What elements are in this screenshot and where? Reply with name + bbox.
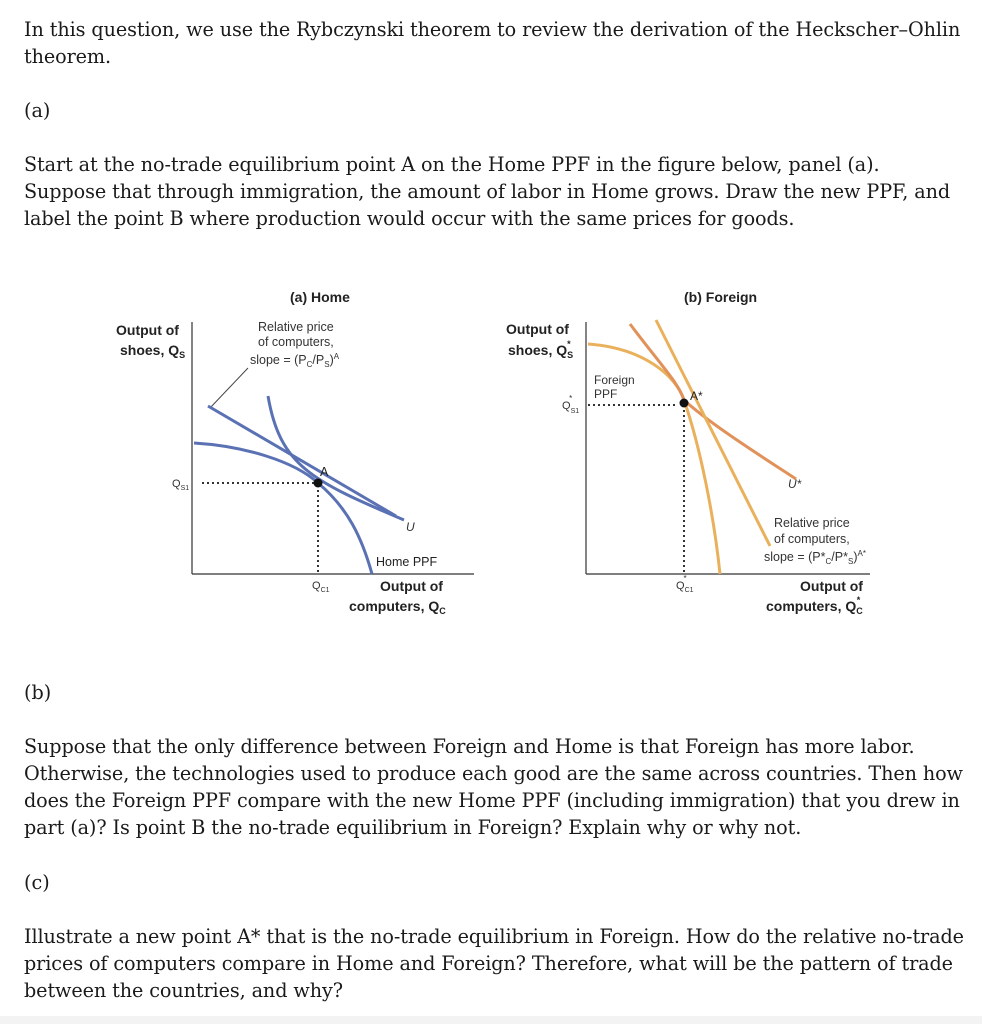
foreign-xlabel-line1: Output of [800, 578, 863, 594]
home-point-a-label: A [320, 465, 329, 479]
home-ppf-curve [194, 443, 372, 574]
home-price-label-line2: of computers, [258, 335, 334, 349]
home-xlabel-line1: Output of [380, 578, 443, 594]
foreign-price-label-line1: Relative price [774, 516, 850, 530]
home-price-leader [210, 368, 248, 408]
intro-text: In this question, we use the Rybczynski theorem to review the derivation of the Heckscher–Ohlin theorem. [24, 18, 961, 68]
foreign-panel [506, 289, 870, 616]
foreign-ylabel-line2: shoes, $Q_S*$ [508, 339, 574, 360]
part-a-label: (a) [24, 99, 51, 122]
ppf-figure [104, 276, 884, 626]
foreign-price-line [656, 320, 770, 546]
part-b-label: (b) [24, 681, 52, 704]
foreign-xlabel-line2: computers, $Q_C*$ [766, 595, 863, 616]
part-b-question: Suppose that the only difference between Foreign and Home is that Foreign has more labor. Otherwise, the technologies used to produce each good are the same across countries. Then how does the Foreign PPF compare with the new Home PPF (including immigration) that you drew in part (a)? Is point B the no-trade equilibrium in Foreign? Explain why or why not. [24, 735, 963, 839]
home-qc-label: $Q_{C1}$ [312, 580, 330, 594]
foreign-ylabel-line1: Output of [506, 321, 569, 337]
foreign-qs-label: $Q_{S1}*$ [562, 394, 580, 415]
foreign-utility-label: U* [788, 477, 802, 491]
home-point-a [314, 479, 323, 488]
home-xlabel-line2: computers, $Q_C$ [349, 598, 446, 616]
home-price-label-line3: slope = $(P_C/P_S)^A$ [250, 352, 340, 369]
foreign-qc-label: $Q_{C1}*$ [676, 574, 694, 594]
home-title: (a) Home [290, 289, 350, 305]
part-c-label: (c) [24, 871, 50, 894]
foreign-title: (b) Foreign [684, 289, 758, 305]
foreign-ppf-label-line2: PPF [594, 387, 618, 401]
page-bottom-band [0, 1016, 982, 1024]
home-ylabel-line2: shoes, $Q_S$ [120, 342, 186, 360]
foreign-point-a-label: A* [690, 389, 703, 403]
home-ppf-label: Home PPF [376, 555, 438, 569]
home-price-line [208, 406, 396, 516]
foreign-price-label-line3: slope = $(P*_C/P*_S)^{A*}$ [764, 549, 866, 566]
home-qs-label: $Q_{S1}$ [172, 478, 190, 492]
home-ylabel-line1: Output of [116, 322, 179, 338]
foreign-price-label-line2: of computers, [774, 532, 850, 546]
part-a-question: Start at the no-trade equilibrium point A on the Home PPF in the figure below, panel (a). Suppose that through immigration, the amount of labor in Home grows. Draw the new PPF, and label the point B where production would occur with the same prices for goods. [24, 153, 951, 230]
foreign-indifference-curve [630, 324, 796, 479]
foreign-point-a [680, 399, 689, 408]
home-utility-label: U [406, 520, 415, 534]
foreign-ppf-label-line1: Foreign [594, 373, 635, 387]
home-panel [116, 289, 474, 616]
home-price-label-line1: Relative price [258, 320, 334, 334]
part-c-question: Illustrate a new point A* that is the no-trade equilibrium in Foreign. How do the relative no-trade prices of computers compare in Home and Foreign? Therefore, what will be the pattern of trade between the countries, and why? [24, 925, 964, 1002]
